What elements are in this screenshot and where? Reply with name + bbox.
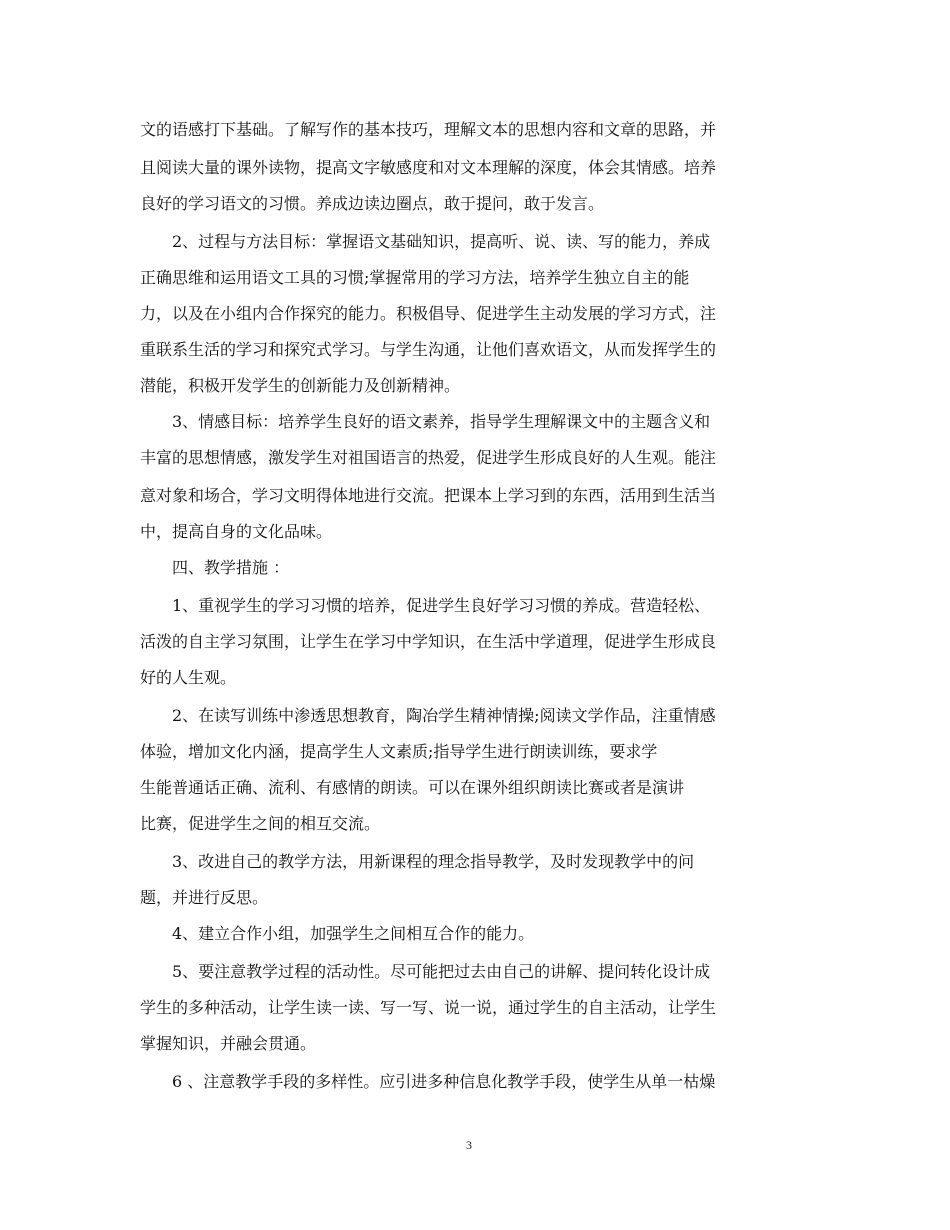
text-line: 活泼的自主学习氛围，让学生在学习中学知识，在生活中学道理，促进学生形成良	[140, 632, 717, 651]
text-line: 学生的多种活动，让学生读一读、写一写、说一说，通过学生的自主活动，让学生	[140, 998, 717, 1017]
text-line: 5、要注意教学过程的活动性。尽可能把过去由自己的讲解、提问转化设计成	[140, 962, 711, 981]
text-line: 6 、注意教学手段的多样性。应引进多种信息化教学手段，使学生从单一枯燥	[140, 1072, 716, 1091]
text-line: 正确思维和运用语文工具的习惯;掌握常用的学习方法，培养学生独立自主的能	[140, 268, 690, 287]
text-line: 1、重视学生的学习习惯的培养，促进学生良好学习习惯的养成。营造轻松、	[140, 596, 711, 615]
text-line: 2、在读写训练中渗透思想教育，陶冶学生精神情操;阅读文学作品，注重情感	[140, 706, 716, 725]
text-line: 良好的学习语文的习惯。养成边读边圈点，敢于提问，敢于发言。	[140, 194, 605, 213]
text-line: 掌握知识，并融会贯通。	[140, 1034, 317, 1053]
text-line: 丰富的思想情感，激发学生对祖国语言的热爱，促进学生形成良好的人生观。能注	[140, 448, 717, 467]
text-line: 3、改进自己的教学方法，用新课程的理念指导教学，及时发现教学中的问	[140, 852, 695, 871]
text-line: 重联系生活的学习和探究式学习。与学生沟通，让他们喜欢语文，从而发挥学生的	[140, 340, 717, 359]
text-line: 3、情感目标：培养学生良好的语文素养，指导学生理解课文中的主题含义和	[140, 412, 711, 431]
text-line: 意对象和场合，学习文明得体地进行交流。把课本上学习到的东西，活用到生活当	[140, 486, 717, 505]
text-line: 潜能，积极开发学生的创新能力及创新精神。	[140, 376, 461, 395]
text-line: 题，并进行反思。	[140, 888, 269, 907]
text-line: 生能普通话正确、流利、有感情的朗读。可以在课外组织朗读比赛或者是演讲	[140, 778, 685, 797]
text-line: 4、建立合作小组，加强学生之间相互合作的能力。	[140, 924, 535, 943]
text-line: 2、过程与方法目标：掌握语文基础知识，提高听、说、读、写的能力，养成	[140, 232, 711, 251]
text-line: 文的语感打下基础。了解写作的基本技巧，理解文本的思想内容和文章的思路，并	[140, 120, 717, 139]
text-line: 中，提高自身的文化品味。	[140, 522, 333, 541]
section-heading: 四、教学措施 ：	[140, 558, 290, 577]
text-line: 好的人生观。	[140, 668, 237, 687]
text-line: 且阅读大量的课外读物，提高文字敏感度和对文本理解的深度，体会其情感。培养	[140, 158, 717, 177]
text-line: 比赛，促进学生之间的相互交流。	[140, 814, 381, 833]
text-line: 力，以及在小组内合作探究的能力。积极倡导、促进学生主动发展的学习方式，注	[140, 304, 717, 323]
page-number: 3	[466, 1138, 472, 1152]
text-line: 体验，增加文化内涵，提高学生人文素质;指导学生进行朗读训练，要求学	[140, 742, 658, 761]
